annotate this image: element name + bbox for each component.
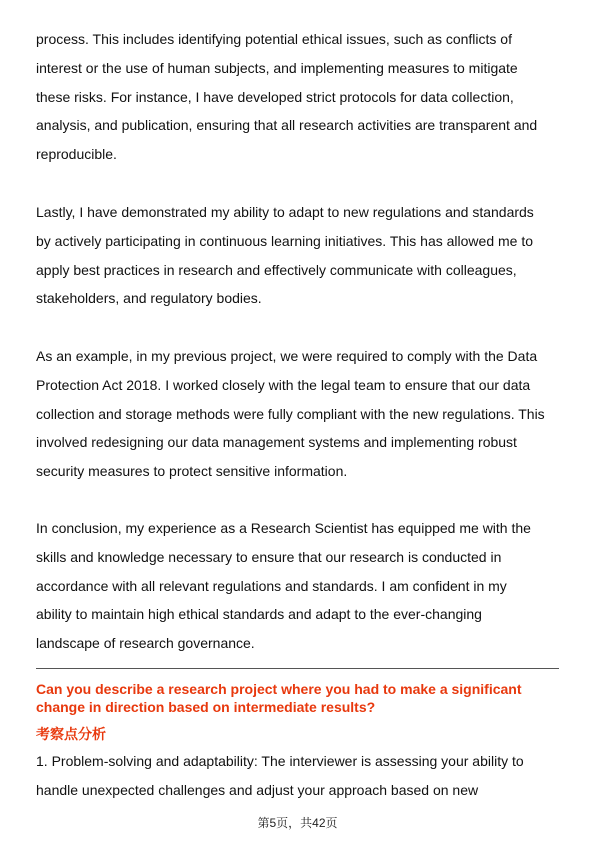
- page-number-footer: 第5页，共42页: [257, 816, 338, 830]
- text-line: security measures to protect sensitive information.: [36, 463, 348, 479]
- paragraph-example: [36, 342, 564, 486]
- text-line: 1. Problem-solving and adaptability: The interviewer is assessing your ability to: [36, 753, 524, 769]
- paragraph-conclusion: [36, 514, 564, 658]
- interview-question: [36, 680, 564, 716]
- text-line: Lastly, I have demonstrated my ability to adapt to new regulations and standards: [36, 204, 534, 220]
- paragraph-ethics: [36, 25, 564, 169]
- text-line: involved redesigning our data management systems and implementing robust: [36, 434, 517, 451]
- text-line: by actively participating in continuous learning initiatives. This has allowed me to: [36, 232, 534, 249]
- paragraph-adaptation: [36, 198, 564, 313]
- text-line: accordance with all relevant regulations and standards. I am confident in my: [36, 577, 507, 594]
- text-line: As an example, in my previous project, we were required to comply with the Data: [36, 348, 538, 364]
- text-line: analysis, and publication, ensuring that all research activities are transparent and: [36, 117, 538, 134]
- text-line: reproducible.: [36, 146, 117, 162]
- analysis-heading: 考察点分析: [36, 726, 106, 742]
- analysis-paragraph: [36, 747, 564, 805]
- question-line: change in direction based on intermediate results?: [36, 699, 376, 715]
- text-line: skills and knowledge necessary to ensure that our research is conducted in: [36, 548, 502, 565]
- text-line: handle unexpected challenges and adjust your approach based on new: [36, 781, 479, 798]
- text-line: In conclusion, my experience as a Research Scientist has equipped me with the: [36, 520, 531, 536]
- section-divider: [36, 668, 559, 669]
- text-line: apply best practices in research and effectively communicate with colleagues,: [36, 261, 517, 278]
- text-line: Protection Act 2018. I worked closely with the legal team to ensure that our data: [36, 376, 531, 393]
- text-line: these risks. For instance, I have developed strict protocols for data collection,: [36, 88, 514, 105]
- question-line: Can you describe a research project where you had to make a significant: [36, 681, 522, 697]
- text-line: process. This includes identifying potential ethical issues, such as conflicts of: [36, 31, 512, 47]
- text-line: collection and storage methods were fully compliant with the new regulations. This: [36, 405, 545, 422]
- text-line: ability to maintain high ethical standards and adapt to the ever-changing: [36, 606, 482, 623]
- text-line: stakeholders, and regulatory bodies.: [36, 290, 262, 307]
- text-line: interest or the use of human subjects, and implementing measures to mitigate: [36, 59, 518, 76]
- text-line: landscape of research governance.: [36, 635, 255, 651]
